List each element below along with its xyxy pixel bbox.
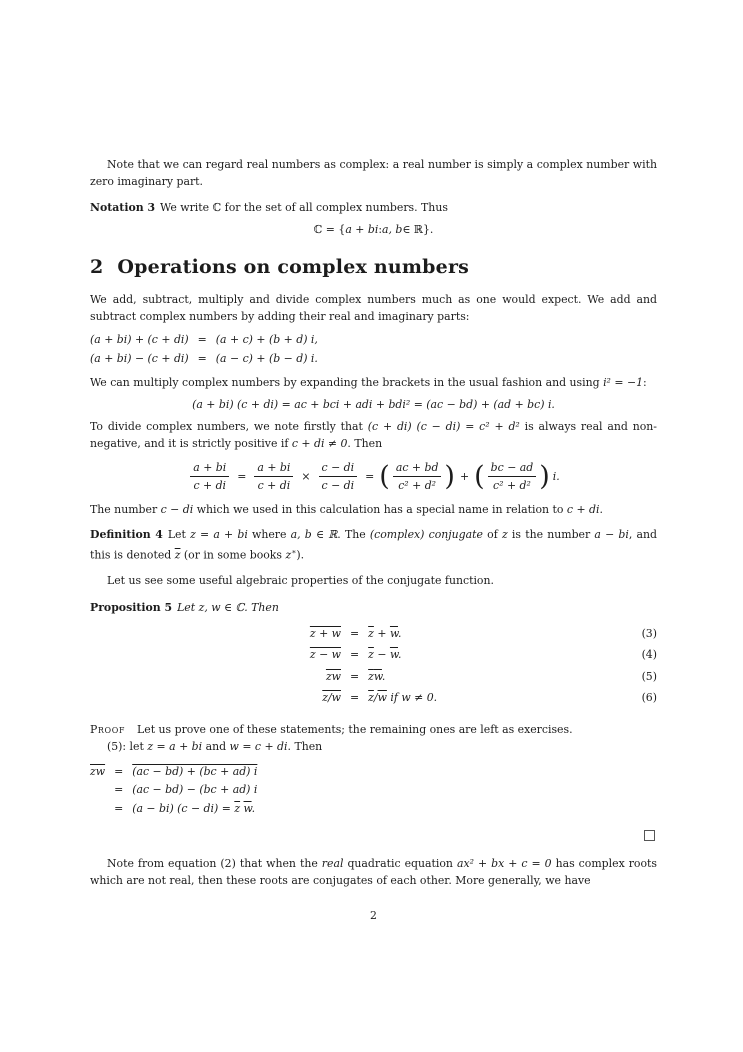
fraction [393, 461, 442, 492]
addsub-equations [90, 331, 318, 368]
notation-text: We write ℂ for the set of all complex numbers. Thus [160, 201, 448, 214]
equation-lhs-overline: z + w [309, 626, 341, 640]
fraction-numerator: a + bi [254, 461, 293, 477]
definition-math: z [501, 528, 508, 541]
conjugate-intro-paragraph: Let us see some useful algebraic properties of the conjugate function. [107, 573, 494, 587]
equation-rhs [368, 687, 437, 709]
fraction [254, 461, 293, 492]
equation-tail: . [381, 669, 386, 683]
proof-case-math2: w = c + di [229, 739, 288, 753]
special-mid: which we used in this calculation has a special name in relation to [193, 503, 567, 516]
set-equation-post: ∈ ℝ}. [402, 223, 434, 236]
right-paren: ) [444, 461, 455, 492]
equation-rel: = [350, 648, 360, 662]
z-bar: $\overline{z}$ [234, 801, 241, 815]
fraction [190, 461, 229, 492]
z-bar: $\overline{z}$ [174, 548, 181, 562]
divide-paragraph [90, 418, 657, 452]
qed-row [90, 830, 655, 841]
divide-equation-tail: i. [552, 470, 560, 483]
definition-text: Let [167, 528, 191, 541]
set-equation-math2: a, b [381, 223, 403, 236]
set-equation [90, 223, 657, 236]
w-bar: $\overline{w}$ [389, 626, 398, 640]
proof-equations [90, 763, 257, 819]
equation-rel: = [350, 669, 360, 683]
definition-text: (or in some books [180, 548, 286, 562]
equation-numbers [642, 623, 657, 709]
plus-sign: + [459, 470, 470, 483]
star-superscript: ∗ [291, 547, 297, 556]
equation-rel: = [114, 801, 124, 815]
section-heading [90, 256, 657, 278]
equation-op: − [373, 648, 390, 662]
z-bar: $\overline{z}$ [368, 669, 374, 683]
notation-paragraph [90, 199, 657, 216]
equation-rhs: (a − c) + (b − d) i. [215, 351, 318, 365]
special-post: . [599, 503, 603, 516]
equals-sign: = [237, 470, 247, 483]
proposition-body: Let z, w ∈ ℂ. Then [177, 600, 279, 614]
equation-rel: = [114, 764, 124, 778]
definition-paragraph [90, 526, 657, 564]
z-bar: $\overline{z}$ [368, 648, 374, 662]
definition-label: Definition 4 [90, 528, 163, 541]
fraction-denominator: c² + d² [398, 479, 437, 492]
definition-text: , and this is denoted [90, 528, 658, 562]
fraction [488, 461, 537, 492]
definition-math: z [285, 548, 292, 562]
multiply-post: : [643, 376, 647, 389]
equation-number: (3) [641, 626, 657, 640]
proof-case-post: . Then [287, 739, 323, 753]
equation-rel: = [350, 626, 360, 640]
equation-lhs: (a + bi) − (c + di) [90, 351, 189, 365]
fraction [319, 461, 358, 492]
addsub-paragraph: We add, subtract, multiply and divide complex numbers much as one would expect. We add and subtract complex numbers by adding their real and imaginary parts: [90, 293, 657, 323]
definition-text: of [482, 528, 502, 541]
fraction-denominator: c + di [257, 479, 291, 492]
times-sign: × [301, 470, 311, 483]
w-bar: $\overline{w}$ [389, 648, 398, 662]
definition-emphasis: (complex) conjugate [369, 528, 483, 541]
equation-tail: . [397, 626, 402, 640]
notation-label: Notation 3 [90, 201, 156, 214]
proof-case-mid: and [202, 739, 230, 753]
fraction-numerator: c − di [319, 461, 358, 477]
set-equation-pre: ℂ = { [313, 223, 346, 236]
equation-rel: = [197, 351, 207, 365]
equation-rhs [368, 644, 437, 666]
equation-tail: . [251, 801, 256, 815]
equation-rel: = [197, 333, 207, 346]
divide-mid: is always real and non-negative, and it is strictly positive if [90, 420, 657, 450]
fraction-numerator: bc − ad [488, 461, 537, 477]
fraction-denominator: c − di [321, 479, 355, 492]
equation-lhs-overline: z/w [322, 691, 341, 705]
proof-intro: Let us prove one of these statements; the remaining ones are left as exercises. [137, 722, 573, 736]
right-paren: ) [539, 461, 550, 492]
proposition-label: Proposition 5 [90, 600, 173, 614]
w-bar: $\overline{w}$ [373, 669, 382, 683]
definition-math: a, b ∈ ℝ [290, 528, 338, 541]
equation-text: (a − bi) (c − di) = [132, 801, 235, 815]
proposition-equation-grid [310, 623, 437, 709]
proof-case-line [90, 738, 657, 755]
special-name-paragraph [90, 501, 657, 518]
set-equation-colon: : [378, 223, 382, 236]
proof-label: Proof [90, 722, 126, 736]
equation-op: + [373, 626, 390, 640]
equation-rhs: (ac − bd) − (bc + ad) i [132, 783, 258, 797]
closing-pre: Note from equation (2) that when the [107, 857, 322, 871]
equation-rel: = [114, 783, 124, 797]
w-bar: $\overline{w}$ [243, 801, 252, 815]
closing-emphasis: real [321, 857, 344, 871]
closing-mid: quadratic equation [343, 857, 457, 871]
definition-text: is the number [507, 528, 595, 541]
multiply-math: i² = −1 [603, 376, 644, 389]
fraction-denominator: c² + d² [493, 479, 531, 492]
divide-post: . Then [347, 437, 383, 450]
section-number: 2 [90, 256, 104, 278]
fraction-numerator: a + bi [190, 461, 229, 477]
proof-paragraph [90, 721, 657, 738]
multiply-paragraph [90, 374, 657, 391]
proof-case-math1: z = a + bi [147, 739, 203, 753]
fraction-numerator: ac + bd [393, 461, 442, 477]
divide-equation [90, 461, 657, 492]
equation-lhs-empty [90, 781, 105, 800]
divide-pre: To divide complex numbers, we note firstly that [90, 420, 368, 433]
divide-math1: (c + di) (c − di) = c² + d² [367, 420, 520, 433]
definition-math: z = a + bi [190, 528, 248, 541]
w-bar: $\overline{w}$ [377, 691, 387, 705]
equation-lhs-overline: $\overline{zw}$ [325, 669, 341, 683]
closing-post: has complex roots which are not real, then these roots are conjugates of each other. More generally, we have [90, 857, 658, 888]
equation-number: (5) [641, 669, 657, 683]
equation-lhs: (a + bi) + (c + di) [90, 333, 189, 346]
special-math1: c − di [160, 503, 194, 516]
z-bar: $\overline{z}$ [368, 691, 374, 705]
equation-tail: . [397, 648, 402, 662]
equation-tail: if w ≠ 0. [386, 691, 438, 705]
equation-rhs [368, 623, 437, 645]
equation-rhs [368, 666, 437, 688]
fraction-denominator: c + di [193, 479, 227, 492]
z-bar: $\overline{z}$ [368, 626, 374, 640]
set-equation-math1: a + bi [345, 223, 379, 236]
equation-number: (4) [641, 648, 657, 662]
equation-rhs: (a + c) + (b + d) i, [215, 333, 318, 346]
equation-rhs-overline: (ac − bd) + (bc + ad) i [132, 764, 258, 778]
section-title: Operations on complex numbers [117, 256, 470, 278]
multiply-equation-text: (a + bi) (c + di) = ac + bci + adi + bdi² = (ac − bd) + (ad + bc) i. [192, 398, 555, 411]
left-paren: ( [379, 461, 390, 492]
equals-sign: = [365, 470, 375, 483]
special-pre: The number [90, 503, 161, 516]
page-number: 2 [370, 909, 377, 923]
equation-lhs-overline: $\overline{zw}$ [90, 764, 106, 778]
multiply-equation [90, 398, 657, 411]
proposition-paragraph [90, 599, 657, 616]
equation-number: (6) [641, 691, 657, 705]
equation-rhs [132, 800, 257, 819]
left-paren: ( [474, 461, 485, 492]
closing-paragraph [90, 855, 657, 889]
equation-rel: = [350, 691, 360, 705]
equation-op: / [373, 691, 378, 705]
divide-math2: c + di ≠ 0 [291, 437, 348, 450]
qed-box [644, 830, 655, 841]
proposition-equations [90, 623, 657, 709]
definition-text: where [247, 528, 291, 541]
proof-case-pre: (5): let [107, 739, 148, 753]
definition-math: a − bi [594, 528, 629, 541]
closing-math: ax² + bx + c = 0 [456, 857, 552, 871]
definition-text: . The [337, 528, 370, 541]
definition-text: ). [296, 548, 305, 562]
special-math2: c + di [566, 503, 600, 516]
multiply-pre: We can multiply complex numbers by expanding the brackets in the usual fashion and using [90, 376, 604, 389]
equation-lhs-empty [90, 800, 105, 819]
equation-lhs-overline: z − w [309, 648, 341, 662]
note-paragraph: Note that we can regard real numbers as complex: a real number is simply a complex number with zero imaginary part. [90, 158, 657, 188]
